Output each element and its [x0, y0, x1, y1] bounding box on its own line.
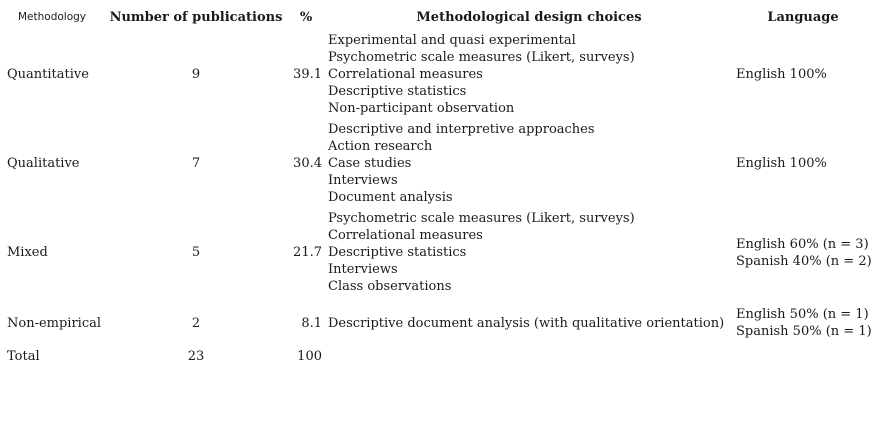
- design-choices-cell: [326, 297, 732, 340]
- design-choice-item: Correlational measures: [328, 67, 483, 82]
- design-choice-item: Descriptive and interpretive approaches: [328, 122, 595, 137]
- empty-cell: [732, 340, 874, 365]
- empty-cell: [326, 340, 732, 365]
- methodology-cell: Qualitative: [7, 156, 80, 171]
- design-choice-item: Interviews: [328, 173, 398, 188]
- header-language: Language: [767, 9, 839, 25]
- language-cell: [732, 297, 874, 340]
- language-item: English 50% (n = 1): [736, 307, 869, 322]
- percent-cell: 39.1: [293, 67, 322, 82]
- methodology-table: [2, 4, 874, 365]
- percent-cell: 8.1: [301, 315, 322, 331]
- table-row-mixed: [2, 208, 874, 297]
- header-methodology: Methodology: [18, 11, 87, 23]
- design-choice-item: Action research: [328, 139, 433, 154]
- design-choice-item: Psychometric scale measures (Likert, surveys): [328, 211, 635, 226]
- methodology-cell: Quantitative: [7, 67, 89, 82]
- percent-cell: 21.7: [293, 245, 322, 260]
- table-header-row: [2, 4, 874, 30]
- total-count-cell: 23: [187, 349, 205, 364]
- design-choices-cell: [326, 119, 732, 208]
- total-percent-cell: 100: [297, 349, 322, 364]
- design-choice-item: Case studies: [328, 156, 412, 171]
- design-choice-item: Correlational measures: [328, 228, 483, 243]
- language-item: English 100%: [736, 156, 827, 171]
- language-cell: [732, 208, 874, 297]
- header-number-of-publications: Number of publications: [109, 9, 283, 25]
- table-row-total: [2, 340, 874, 365]
- percent-cell: 30.4: [293, 156, 322, 171]
- design-choice-item: Experimental and quasi experimental: [328, 33, 576, 48]
- methodology-cell: Mixed: [7, 245, 48, 260]
- design-choice-item: Document analysis: [328, 190, 453, 205]
- language-item: Spanish 40% (n = 2): [736, 253, 872, 269]
- language-item: English 100%: [736, 67, 827, 82]
- design-choices-cell: [326, 30, 732, 119]
- design-choice-item: Descriptive statistics: [328, 245, 467, 260]
- design-choice-item: Psychometric scale measures (Likert, surveys): [328, 50, 635, 65]
- table-row-non-empirical: [2, 297, 874, 340]
- design-choices-cell: [326, 208, 732, 297]
- language-item: English 60% (n = 3): [736, 236, 869, 252]
- total-label-cell: Total: [7, 349, 40, 364]
- design-choice-item: Descriptive statistics: [328, 84, 467, 99]
- methodology-cell: Non-empirical: [7, 315, 102, 331]
- design-choice-item: Class observations: [328, 279, 452, 294]
- publications-count-cell: 7: [191, 156, 201, 171]
- language-cell: [732, 119, 874, 208]
- design-choice-item: Interviews: [328, 262, 398, 277]
- publications-count-cell: 9: [191, 67, 201, 82]
- publications-count-cell: 5: [191, 245, 201, 260]
- table-row-quantitative: [2, 30, 874, 119]
- language-cell: [732, 30, 874, 119]
- table-row-qualitative: [2, 119, 874, 208]
- header-percent: %: [299, 9, 313, 25]
- language-item: Spanish 50% (n = 1): [736, 324, 872, 339]
- publications-count-cell: 2: [191, 315, 201, 331]
- design-choice-item: Descriptive document analysis (with qualitative orientation): [328, 315, 725, 331]
- design-choice-item: Non-participant observation: [328, 101, 515, 116]
- header-design-choices: Methodological design choices: [416, 9, 642, 25]
